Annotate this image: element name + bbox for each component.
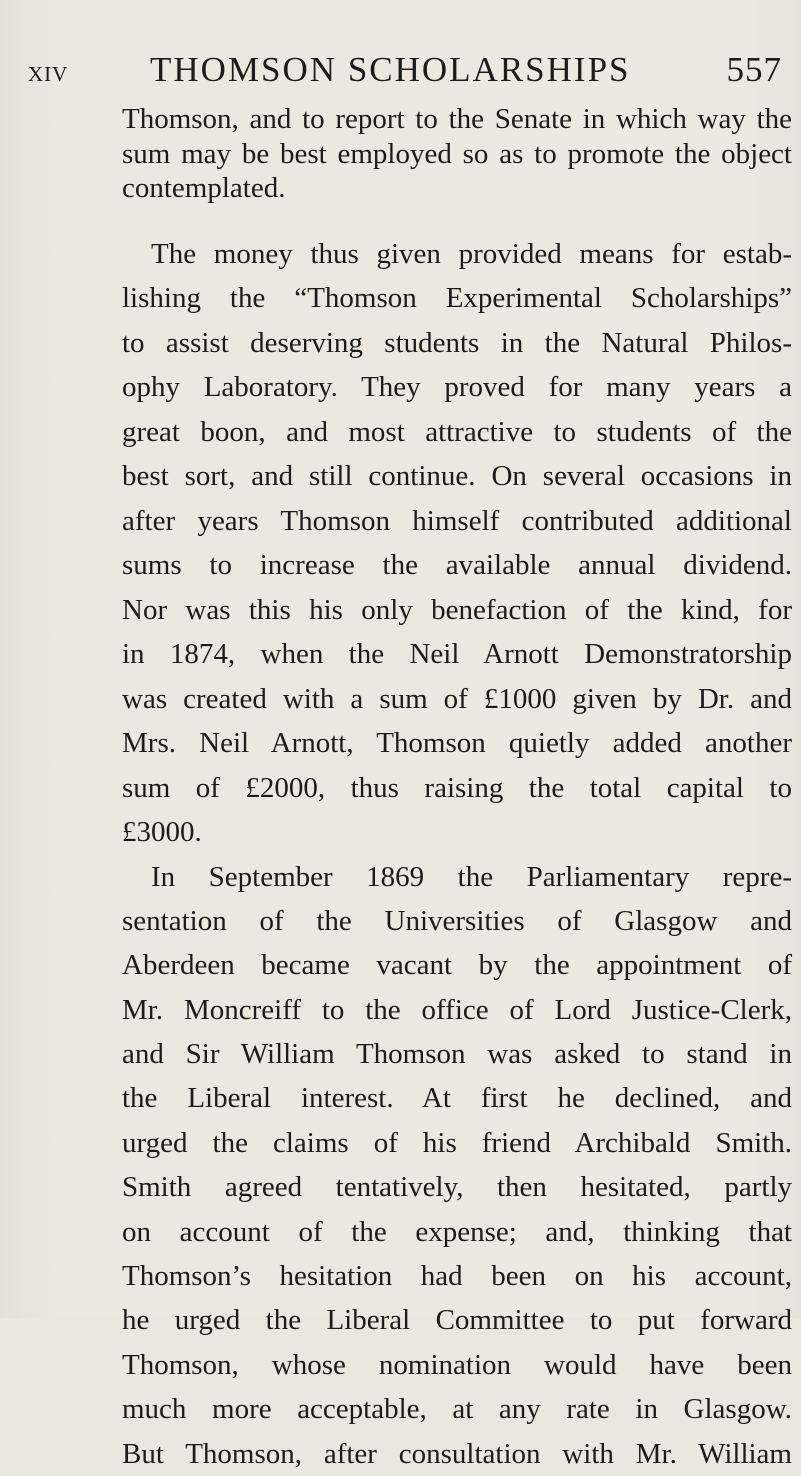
paragraph — [122, 232, 792, 855]
text-line: sentation of the Universities of Glasgow and — [122, 904, 792, 937]
running-title: THOMSON SCHOLARSHIPS — [150, 50, 631, 89]
text-line: much more acceptable, at any rate in Glasgow. — [122, 1393, 792, 1426]
text-line: after years Thomson himself contributed additional — [122, 504, 792, 537]
running-header — [28, 50, 782, 94]
text-line: Nor was this his only benefaction of the kind, for — [122, 593, 792, 626]
text-line: sum of £2000, thus raising the total capital to — [122, 771, 792, 804]
text-line: Smith agreed tentatively, then hesitated, partly — [122, 1171, 792, 1204]
text-line: Thomson, whose nomination would have been — [122, 1348, 792, 1381]
text-line: was created with a sum of £1000 given by Dr. and — [122, 682, 792, 715]
text-line: on account of the expense; and, thinking that — [122, 1215, 792, 1248]
text-line: Aberdeen became vacant by the appointment of — [122, 949, 792, 982]
chapter-number: XIV — [28, 62, 69, 86]
text-line: best sort, and still continue. On several occasions in — [122, 460, 792, 492]
text-line: to assist deserving students in the Natural Philos- — [122, 326, 792, 359]
text-line: in 1874, when the Neil Arnott Demonstratorship — [122, 638, 792, 670]
text-line: Mrs. Neil Arnott, Thomson quietly added another — [122, 727, 792, 759]
text-line: urged the claims of his friend Archibald Smith. — [122, 1126, 792, 1159]
text-line: £3000. — [122, 816, 202, 848]
paragraph — [122, 102, 792, 206]
text-line: the Liberal interest. At first he declined, and — [122, 1082, 792, 1115]
text-line: Thomson’s hesitation had been on his account, — [122, 1260, 792, 1293]
text-line: great boon, and most attractive to students of the — [122, 415, 792, 448]
text-line: In September 1869 the Parliamentary repre- — [151, 860, 792, 893]
text-line: contemplated. — [122, 172, 286, 204]
body-text — [122, 102, 792, 1476]
text-line: The money thus given provided means for estab- — [151, 237, 792, 270]
text-line: Thomson, and to report to the Senate in which way the — [122, 103, 792, 135]
text-line: he urged the Liberal Committee to put forward — [122, 1304, 792, 1337]
text-line: sum may be best employed so as to promote the object — [122, 137, 792, 170]
text-line: ophy Laboratory. They proved for many years a — [122, 371, 792, 403]
text-line: Mr. Moncreiff to the office of Lord Justice-Clerk, — [122, 993, 792, 1026]
text-line: and Sir William Thomson was asked to stand in — [122, 1038, 792, 1071]
page-number: 557 — [726, 50, 782, 89]
text-line: But Thomson, after consultation with Mr. William — [122, 1437, 792, 1470]
paragraph — [122, 855, 792, 1476]
text-line: lishing the “Thomson Experimental Scholarships” — [122, 282, 792, 314]
text-line: sums to increase the available annual dividend. — [122, 549, 792, 581]
